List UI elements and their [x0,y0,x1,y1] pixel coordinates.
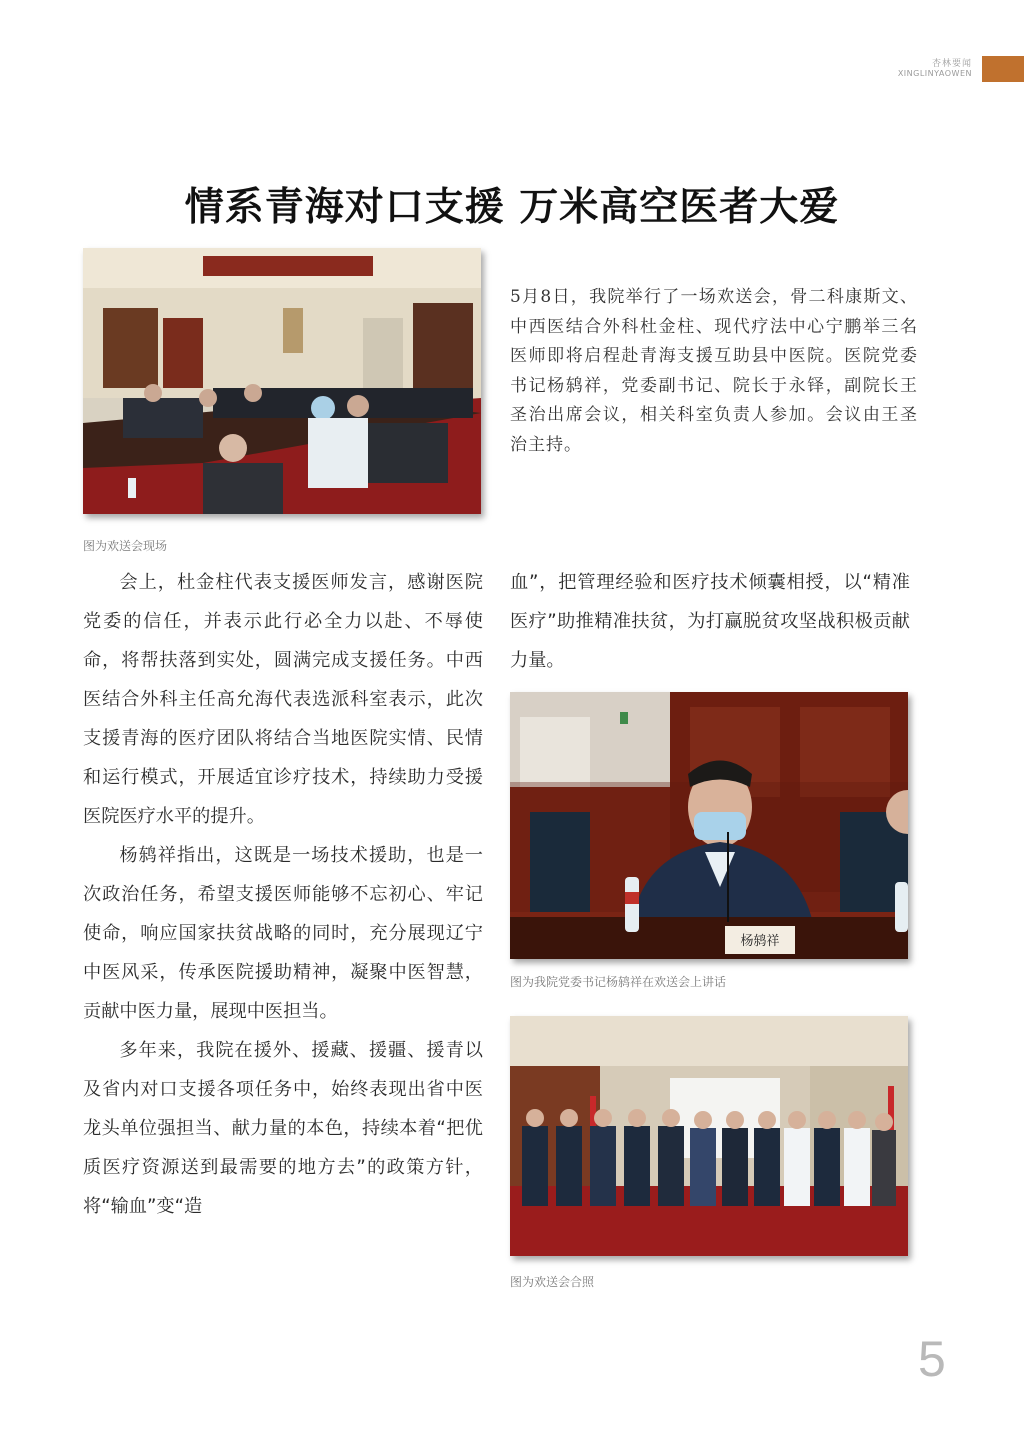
header-accent-bar [982,56,1024,82]
photo-caption: 图为我院党委书记杨鸫祥在欢送会上讲话 [510,975,727,989]
group-photo-image [510,1016,908,1256]
article-title: 情系青海对口支援 万米高空医者大爱 [184,184,840,230]
speaker-image [510,692,908,959]
intro-paragraph: 5月8日，我院举行了一场欢送会，骨二科康斯文、中西医结合外科杜金柱、现代疗法中心宁鹏举三名医师即将启程赴青海支援互助县中医院。医院党委书记杨鸫祥，党委副书记、院长于永铎，副院长王圣治出席会议，相关科室负责人参加。会议由王圣治主持。 [510,287,918,455]
section-name: 杏林要闻 [931,59,972,69]
nameplate-text: 杨鸫祥 [740,934,780,949]
section-name-en: XINGLINYAOWEN [897,69,972,78]
body-paragraph-continued: 血”，把管理经验和医疗技术倾囊相授，以“精准医疗”助推精准扶贫，为打赢脱贫攻坚战积极贡献力量。 [510,572,910,671]
body-paragraph: 会上，杜金柱代表支援医师发言，感谢医院党委的信任，并表示此行必全力以赴、不辱使命，将帮扶落到实处，圆满完成支援任务。中西医结合外科主任高允海代表选派科室表示，此次支援青海的医疗团队将结合当地医院实情、民情和运行模式，开展适宜诊疗技术，持续助力受援医院医疗水平的提升。 [83,572,483,827]
body-column-left [83,563,483,1226]
body-paragraph: 杨鸫祥指出，这既是一场技术援助，也是一次政治任务，希望支援医师能够不忘初心、牢记使命，响应国家扶贫战略的同时，充分展现辽宁中医风采，传承医院援助精神，凝聚中医智慧，贡献中医力量，展现中医担当。 [83,845,483,1022]
photo-group [510,1016,908,1256]
photo-caption: 图为欢送会合照 [510,1275,595,1289]
page-number: 5 [918,1331,946,1387]
body-paragraph: 多年来，我院在援外、援藏、援疆、援青以及省内对口支援各项任务中，始终表现出省中医龙头单位强担当、献力量的本色，持续本着“把优质医疗资源送到最需要的地方去”的政策方针，将“输血”变“造 [83,1040,483,1217]
body-column-right [510,563,910,680]
photo-speaker [510,692,908,959]
meeting-scene-image [83,248,481,514]
photo-meeting [83,248,481,514]
photo-caption: 图为欢送会现场 [83,539,168,553]
